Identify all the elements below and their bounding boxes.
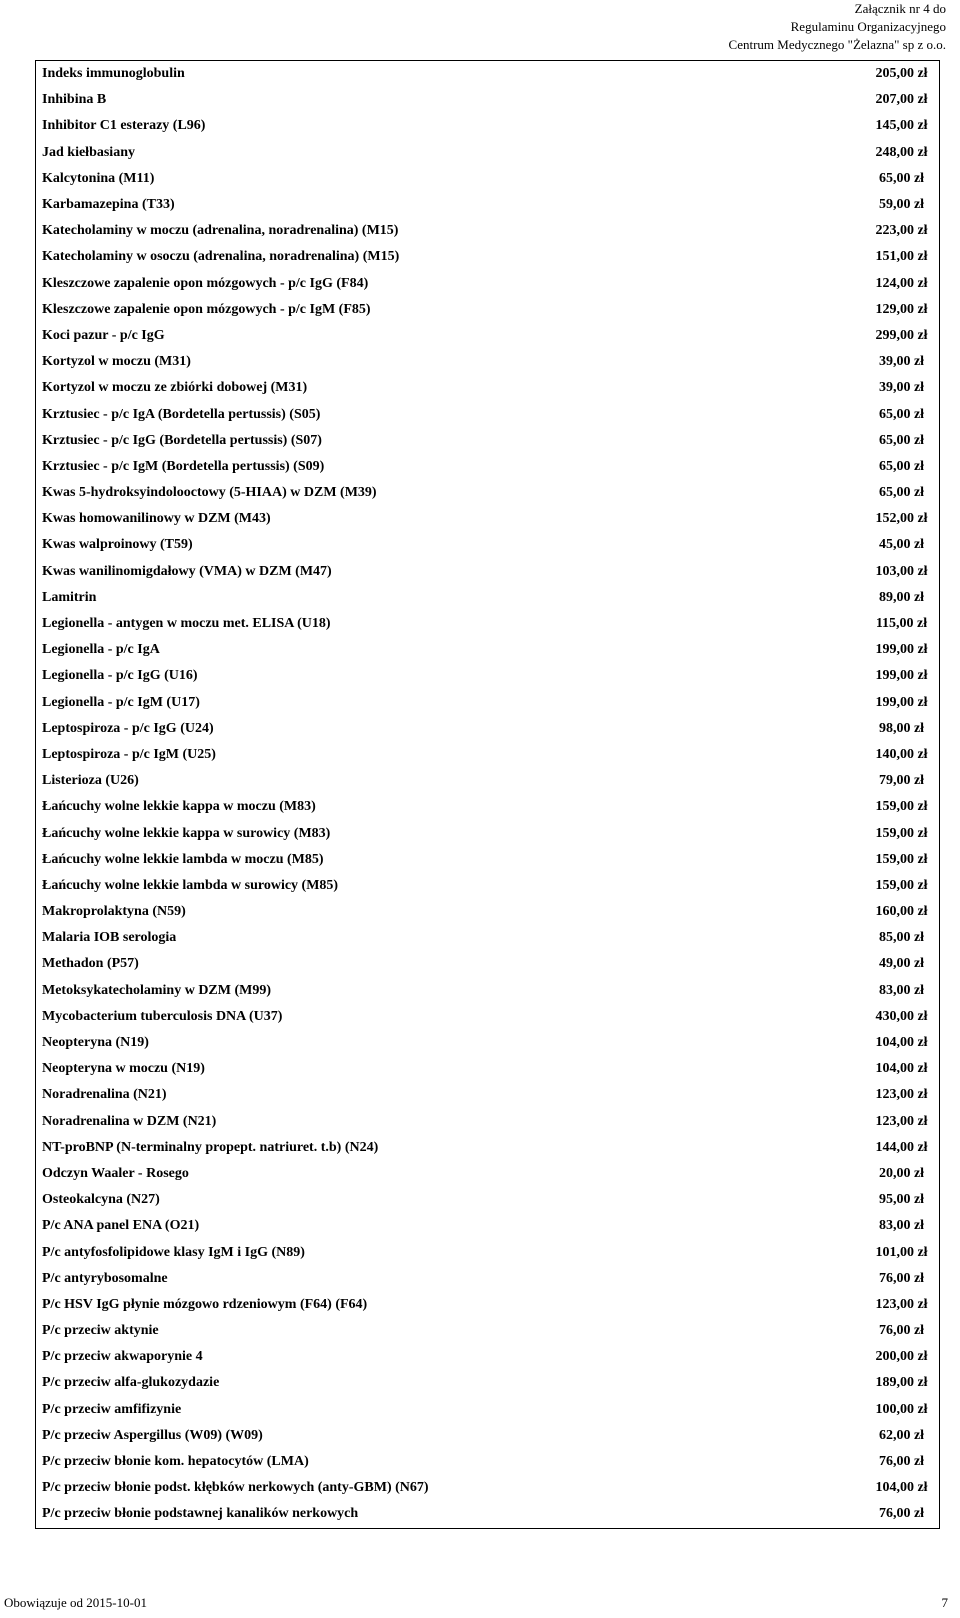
test-name-cell: Kleszczowe zapalenie opon mózgowych - p/c IgG (F84) [42,275,369,291]
price-cell: 115,00 zł [875,616,928,632]
price-cell: 65,00 zł [878,170,925,186]
test-name-cell: Łańcuchy wolne lekkie kappa w moczu (M83) [42,799,316,815]
test-name-cell: Neopteryna (N19) [42,1035,149,1051]
test-name-cell: Legionella - p/c IgA [42,642,160,658]
price-cell: 223,00 zł [875,223,928,239]
test-name-cell: Leptospiroza - p/c IgM (U25) [42,746,216,762]
table-row [36,166,939,192]
test-name-cell: Odczyn Waaler - Rosego [42,1165,189,1181]
price-cell: 199,00 zł [875,642,928,658]
test-name-cell: Kalcytonina (M11) [42,170,155,186]
test-name-cell: Malaria IOB serologia [42,930,177,946]
table-row [36,611,939,637]
document-header-note [646,0,946,54]
price-cell: 159,00 zł [875,877,928,893]
table-row [36,951,939,977]
test-name-cell: P/c przeciw akwaporynie 4 [42,1349,203,1365]
price-cell: 123,00 zł [875,1296,928,1312]
test-name-cell: Łańcuchy wolne lekkie kappa w surowicy (M83) [42,825,331,841]
test-name-cell: Jad kiełbasiany [42,144,135,160]
table-row [36,585,939,611]
table-row [36,716,939,742]
price-cell: 65,00 zł [878,432,925,448]
price-cell: 199,00 zł [875,668,928,684]
test-name-cell: P/c ANA panel ENA (O21) [42,1218,200,1234]
test-name-cell: Osteokalcyna (N27) [42,1192,160,1208]
table-row [36,428,939,454]
price-cell: 205,00 zł [875,66,928,82]
table-row [36,1344,939,1370]
price-cell: 140,00 zł [875,746,928,762]
footer-effective-date: Obowiązuje od 2015-10-01 [4,1595,147,1610]
table-row [36,1056,939,1082]
price-cell: 79,00 zł [878,773,925,789]
table-row [36,1109,939,1135]
test-name-cell: Kleszczowe zapalenie opon mózgowych - p/c IgM (F85) [42,301,371,317]
test-name-cell: Mycobacterium tuberculosis DNA (U37) [42,1008,283,1024]
price-cell: 299,00 zł [875,327,928,343]
price-cell: 160,00 zł [875,904,928,920]
price-cell: 189,00 zł [875,1375,928,1391]
test-name-cell: P/c antyrybosomalne [42,1270,168,1286]
table-row [36,140,939,166]
test-name-cell: Łańcuchy wolne lekkie lambda w surowicy (M85) [42,877,339,893]
table-row [36,192,939,218]
test-name-cell: Legionella - p/c IgG (U16) [42,668,198,684]
price-cell: 65,00 zł [878,485,925,501]
price-cell: 124,00 zł [875,275,928,291]
price-cell: 62,00 zł [878,1427,925,1443]
test-name-cell: P/c antyfosfolipidowe klasy IgM i IgG (N89) [42,1244,305,1260]
price-cell: 49,00 zł [878,956,925,972]
table-row [36,401,939,427]
table-row [36,323,939,349]
table-row [36,1449,939,1475]
table-row [36,1213,939,1239]
price-cell: 76,00 zł [878,1323,925,1339]
table-row [36,1135,939,1161]
table-row [36,1030,939,1056]
price-cell: 76,00 zł [878,1270,925,1286]
test-name-cell: Noradrenalina w DZM (N21) [42,1113,217,1129]
price-cell: 59,00 zł [878,197,925,213]
price-cell: 123,00 zł [875,1113,928,1129]
table-row [36,1318,939,1344]
table-row [36,1397,939,1423]
test-name-cell: P/c przeciw alfa-glukozydazie [42,1375,220,1391]
price-cell: 100,00 zł [875,1401,928,1417]
price-cell: 65,00 zł [878,458,925,474]
table-row [36,847,939,873]
test-name-cell: Krztusiec - p/c IgA (Bordetella pertussis) (S05) [42,406,321,422]
table-row [36,1501,939,1527]
table-row [36,375,939,401]
price-cell: 39,00 zł [878,380,925,396]
footer-page-number: 7 [941,1595,948,1610]
test-name-cell: Kwas walproinowy (T59) [42,537,193,553]
test-name-cell: Makroprolaktyna (N59) [42,904,186,920]
table-row [36,794,939,820]
test-name-cell: Legionella - p/c IgM (U17) [42,694,200,710]
price-cell: 104,00 zł [875,1035,928,1051]
table-row [36,349,939,375]
price-cell: 207,00 zł [875,92,928,108]
table-row [36,899,939,925]
price-cell: 159,00 zł [875,825,928,841]
price-cell: 83,00 zł [878,982,925,998]
price-cell: 430,00 zł [875,1008,928,1024]
test-name-cell: P/c przeciw błonie podstawnej kanalików nerkowych [42,1506,359,1522]
test-name-cell: P/c przeciw amfifizynie [42,1401,182,1417]
table-row [36,1266,939,1292]
test-name-cell: Inhibitor C1 esterazy (L96) [42,118,206,134]
price-cell: 159,00 zł [875,851,928,867]
table-row [36,1292,939,1318]
test-name-cell: P/c przeciw błonie podst. kłębków nerkowych (anty-GBM) (N67) [42,1480,429,1496]
test-name-cell: Lamitrin [42,589,97,605]
table-row [36,532,939,558]
test-name-cell: Kwas wanilinomigdałowy (VMA) w DZM (M47) [42,563,332,579]
test-name-cell: NT-proBNP (N-terminalny propept. natriuret. t.b) (N24) [42,1139,379,1155]
price-cell: 45,00 zł [878,537,925,553]
test-name-cell: Legionella - antygen w moczu met. ELISA (U18) [42,616,331,632]
table-row [36,454,939,480]
table-row [36,690,939,716]
test-name-cell: Krztusiec - p/c IgG (Bordetella pertussis) (S07) [42,432,322,448]
table-row [36,559,939,585]
price-cell: 248,00 zł [875,144,928,160]
table-row [36,480,939,506]
price-cell: 89,00 zł [878,589,925,605]
table-row [36,113,939,139]
test-name-cell: Kortyzol w moczu (M31) [42,354,191,370]
price-cell: 85,00 zł [878,930,925,946]
test-name-cell: Methadon (P57) [42,956,139,972]
table-row [36,1475,939,1501]
price-cell: 101,00 zł [875,1244,928,1260]
test-name-cell: Łańcuchy wolne lekkie lambda w moczu (M85) [42,851,324,867]
table-row [36,61,939,87]
table-row [36,1082,939,1108]
table-row [36,663,939,689]
price-cell: 159,00 zł [875,799,928,815]
table-row [36,742,939,768]
test-name-cell: Metoksykatecholaminy w DZM (M99) [42,982,272,998]
table-row [36,873,939,899]
test-name-cell: Koci pazur - p/c IgG [42,327,165,343]
test-name-cell: Noradrenalina (N21) [42,1087,167,1103]
test-name-cell: Neopteryna w moczu (N19) [42,1061,205,1077]
test-name-cell: Katecholaminy w osoczu (adrenalina, noradrenalina) (M15) [42,249,400,265]
test-name-cell: P/c HSV IgG płynie mózgowo rdzeniowym (F64) (F64) [42,1296,368,1312]
table-row [36,1239,939,1265]
test-name-cell: Krztusiec - p/c IgM (Bordetella pertussis) (S09) [42,458,325,474]
price-cell: 104,00 zł [875,1061,928,1077]
price-cell: 76,00 zł [878,1454,925,1470]
price-cell: 76,00 zł [878,1506,925,1522]
test-name-cell: P/c przeciw błonie kom. hepatocytów (LMA) [42,1454,309,1470]
price-cell: 98,00 zł [878,720,925,736]
table-row [36,271,939,297]
table-row [36,1161,939,1187]
test-name-cell: Inhibina B [42,92,107,108]
table-row [36,978,939,1004]
table-row [36,218,939,244]
price-cell: 199,00 zł [875,694,928,710]
table-row [36,820,939,846]
price-cell: 129,00 zł [875,301,928,317]
table-row [36,925,939,951]
price-cell: 95,00 zł [878,1192,925,1208]
price-cell: 200,00 zł [875,1349,928,1365]
price-cell: 103,00 zł [875,563,928,579]
price-cell: 151,00 zł [875,249,928,265]
price-cell: 104,00 zł [875,1480,928,1496]
table-row [36,297,939,323]
price-cell: 144,00 zł [875,1139,928,1155]
test-name-cell: Kwas 5-hydroksyindolooctowy (5-HIAA) w DZM (M39) [42,485,377,501]
price-cell: 123,00 zł [875,1087,928,1103]
price-cell: 39,00 zł [878,354,925,370]
test-name-cell: P/c przeciw aktynie [42,1323,159,1339]
test-name-cell: Kortyzol w moczu ze zbiórki dobowej (M31) [42,380,308,396]
table-row [36,506,939,532]
table-row [36,1004,939,1030]
table-row [36,244,939,270]
header-line-2: Regulaminu Organizacyjnego [790,19,946,34]
table-row [36,1423,939,1449]
header-line-3: Centrum Medycznego "Żelazna" sp z o.o. [728,37,946,52]
test-name-cell: Katecholaminy w moczu (adrenalina, noradrenalina) (M15) [42,223,399,239]
price-cell: 145,00 zł [875,118,928,134]
test-name-cell: Kwas homowanilinowy w DZM (M43) [42,511,271,527]
price-cell: 20,00 zł [878,1165,925,1181]
table-row [36,637,939,663]
price-table [35,60,940,1529]
test-name-cell: Karbamazepina (T33) [42,197,175,213]
test-name-cell: Indeks immunoglobulin [42,66,185,82]
table-row [36,1187,939,1213]
table-row [36,87,939,113]
price-cell: 83,00 zł [878,1218,925,1234]
test-name-cell: Leptospiroza - p/c IgG (U24) [42,720,214,736]
header-line-1: Załącznik nr 4 do [854,1,946,16]
test-name-cell: Listerioza (U26) [42,773,139,789]
test-name-cell: P/c przeciw Aspergillus (W09) (W09) [42,1427,263,1443]
price-cell: 152,00 zł [875,511,928,527]
table-row [36,1370,939,1396]
price-cell: 65,00 zł [878,406,925,422]
table-row [36,768,939,794]
